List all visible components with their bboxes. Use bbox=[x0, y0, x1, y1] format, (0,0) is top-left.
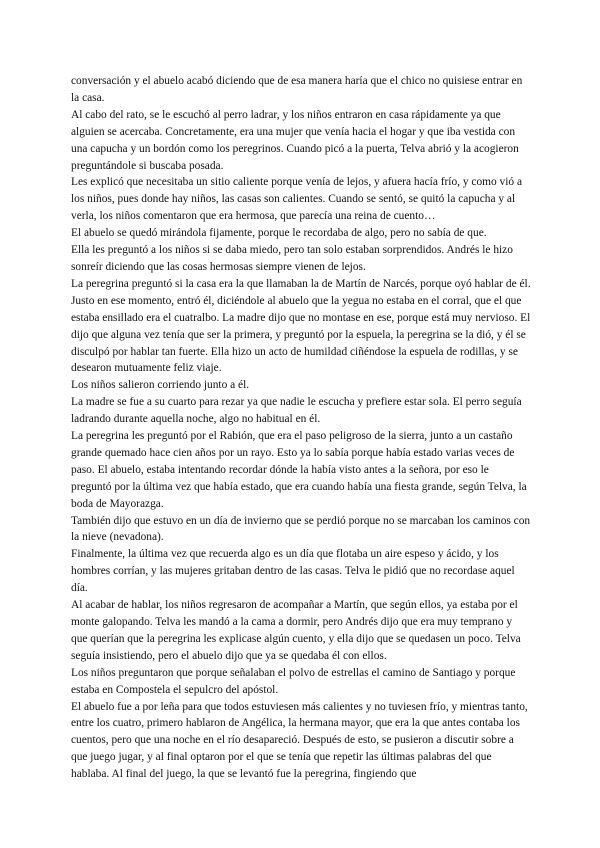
paragraph-4: El abuelo se quedó mirándola fijamente, porque le recordaba de algo, pero no sabía de que. bbox=[71, 227, 487, 240]
paragraph-8: La madre se fue a su cuarto para rezar ya que nadie le escucha y prefiere estar sola. El perro seguía ladrando durante aquella noche, algo no habitual en él. bbox=[71, 396, 522, 426]
paragraph-6: La peregrina preguntó si la casa era la que llamaban la de Martín de Narcés, porque oyó hablar de él. Justo en ese momento, entró él, diciéndole al abuelo que la yegua no estaba en el corral, que el que estaba ensillado era el cuatralbo. La madre dijo que no montase en ese, porque está muy nervioso. El dijo que alguna vez tenía que ser la primera, y preguntó por la espuela, la peregrina se la dió, y él se disculpó por hablar tan fuerte. Ella hizo un acto de humildad ciñéndose la espuela de rodillas, y se desearon mutuamente feliz viaje. bbox=[71, 277, 531, 375]
body-text bbox=[71, 73, 531, 783]
paragraph-13: Los niños preguntaron que porque señalaban el polvo de estrellas el camino de Santiago y porque estaba en Compostela el sepulcro del apóstol. bbox=[71, 666, 516, 696]
paragraph-10: También dijo que estuvo en un día de invierno que se perdió porque no se marcaban los caminos con la nieve (nevadona). bbox=[71, 514, 531, 544]
paragraph-7: Los niños salieron corriendo junto a él. bbox=[71, 379, 250, 392]
paragraph-9: La peregrina les preguntó por el Rabión, que era el paso peligroso de la sierra, junto a un castaño grande quemado hace cien años por un rayo. Esto ya lo sabía porque había estado varias veces de paso. El abuelo, estaba intentando recordar dónde la había visto antes a la señora, por eso le preguntó por la última vez que había estado, que era cuando había una fiesta grande, según Telva, la boda de Mayorazga. bbox=[71, 430, 527, 510]
paragraph-5: Ella les preguntó a los niños si se daba miedo, pero tan solo estaban sorprendidos. Andrés le hizo sonreír diciendo que las cosas hermosas siempre vienen de lejos. bbox=[71, 244, 513, 273]
paragraph-14: El abuelo fue a por leña para que todos estuviesen más calientes y no tuviesen frío, y mientras tanto, entre los cuatro, primero hablaron de Angélica, la hermana mayor, que era la que antes contaba los cuentos, pero que una noche en el río desapareció. Después de esto, se pusieron a discutir sobre a que juego jugar, y al final optaron por el que se tenía que repetir las últimas palabras del que hablaba. Al final del juego, la que se levantó fue la peregrina, fingiendo que bbox=[71, 700, 528, 781]
paragraph-2: Al cabo del rato, se le escuchó al perro ladrar, y los niños entraron en casa rápidamente ya que alguien se acercaba. Concretamente, era una mujer que venía hacia el hogar y que iba vestida con una capucha y un bordón como los peregrinos. Cuando picó a la puerta, Telva abrió y la acogieron preguntándole si buscaba posada. bbox=[71, 108, 519, 172]
paragraph-11: Finalmente, la última vez que recuerda algo es un día que flotaba un aire espeso y ácido, y los hombres corrían, y las mujeres gritaban dentro de las casas. Telva le pidió que no recordase aquel día. bbox=[71, 548, 515, 595]
paragraph-3: Les explicó que necesitaba un sitio caliente porque venía de lejos, y afuera hacía frío, y como vió a los niños, pues donde hay niños, las casas son calientes. Cuando se sentó, se quitó la capucha y al verla, los niños comentaron que era hermosa, que parecía una reina de cuento… bbox=[71, 176, 523, 223]
paragraph-1: conversación y el abuelo acabó diciendo que de esa manera haría que el chico no quisiese entrar en la casa. bbox=[71, 75, 523, 104]
paragraph-12: Al acabar de hablar, los niños regresaron de acompañar a Martín, que según ellos, ya estaba por el monte galopando. Telva les mandó a la cama a dormir, pero Andrés dijo que era muy temprano y que querían que la peregrina les explicase algún cuento, y ella dijo que se quedasen un poco. Telva seguía insistiendo, pero el abuelo dijo que ya se quedaba él con ellos. bbox=[71, 599, 521, 662]
